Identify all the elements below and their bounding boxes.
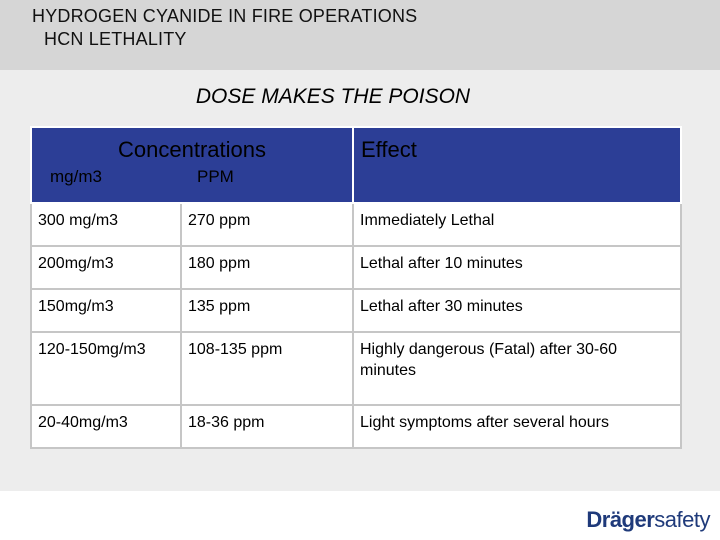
effect-column-label: Effect (361, 137, 417, 162)
slide-heading: DOSE MAKES THE POISON (195, 85, 471, 108)
title-bar (0, 0, 720, 70)
mg-cell: 20-40mg/m3 (31, 405, 181, 448)
table-header-row (31, 127, 681, 203)
effect-cell: Light symptoms after several hours (353, 405, 681, 448)
effect-header (353, 127, 681, 203)
table-row (31, 332, 681, 405)
table-row (31, 203, 681, 246)
mg-cell: 120-150mg/m3 (31, 332, 181, 405)
ppm-column-label: PPM (197, 167, 234, 186)
ppm-cell: 108-135 ppm (181, 332, 353, 405)
drager-safety-logo: Drägersafety (586, 507, 710, 532)
effect-cell: Lethal after 10 minutes (353, 246, 681, 289)
lethality-table (30, 126, 682, 449)
effect-cell: Immediately Lethal (353, 203, 681, 246)
slide-subtitle: HCN LETHALITY (44, 29, 187, 49)
mg-column-label: mg/m3 (50, 167, 102, 186)
table-row (31, 405, 681, 448)
mg-cell: 300 mg/m3 (31, 203, 181, 246)
mg-cell: 200mg/m3 (31, 246, 181, 289)
ppm-cell: 135 ppm (181, 289, 353, 332)
footer-bar (0, 491, 720, 540)
effect-cell: Highly dangerous (Fatal) after 30-60 minutes (353, 332, 681, 405)
concentrations-header (31, 127, 353, 203)
slide-title: HYDROGEN CYANIDE IN FIRE OPERATIONS (32, 6, 418, 26)
ppm-cell: 180 ppm (181, 246, 353, 289)
table-row (31, 289, 681, 332)
effect-cell: Lethal after 30 minutes (353, 289, 681, 332)
ppm-cell: 18-36 ppm (181, 405, 353, 448)
table-row (31, 246, 681, 289)
ppm-cell: 270 ppm (181, 203, 353, 246)
mg-cell: 150mg/m3 (31, 289, 181, 332)
concentrations-label: Concentrations (118, 137, 266, 162)
